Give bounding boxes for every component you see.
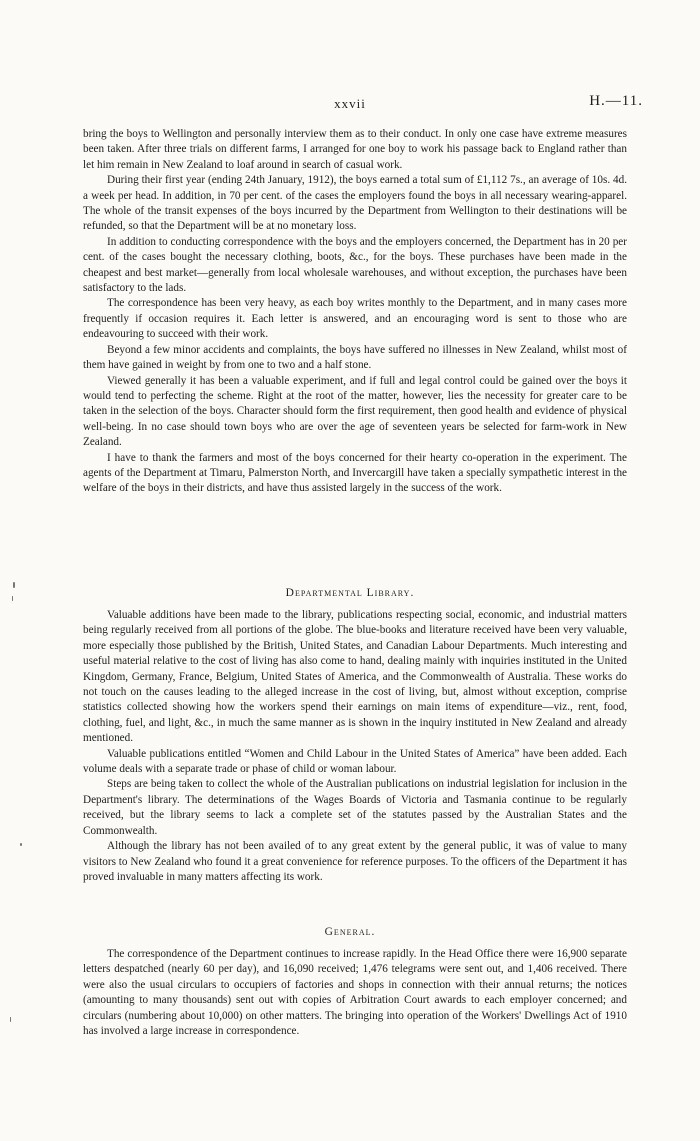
paragraph: I have to thank the farmers and most of the boys concerned for their hearty co-operation in the experiment. The agents of the Department at Timaru, Palmerston North, and Invercargill have taken a specially sympathetic interest in the welfare of the boys in their districts, and have thus assisted largely in the success of the work. — [83, 451, 627, 495]
scan-speck — [10, 1017, 11, 1022]
library-section-heading: Departmental Library. — [285, 587, 415, 599]
scan-speck — [20, 843, 22, 846]
scan-speck — [13, 582, 15, 588]
paragraph: During their first year (ending 24th January, 1912), the boys earned a total sum of £1,112 7s., an average of 10s. 4d. a week per head. In addition, in 70 per cent. of the cases the employers found the boys in all necessary wearing-apparel. The whole of the transit expenses of the boys incurred by the Department from Wellington to their destinations will be refunded, so that the Department will be at no monetary loss. — [83, 174, 627, 233]
paragraph: The correspondence has been very heavy, as each boy writes monthly to the Department, and in many cases more frequently if occasion requires it. Each letter is answered, and an encouraging word is sent to those who are endeavouring to succeed with their work. — [83, 297, 627, 341]
paragraph: Steps are being taken to collect the whole of the Australian publications on industrial legislation for inclusion in the Department's library. The determinations of the Wages Boards of Victoria and Tasmania continue to be regularly received, but the library seems to lack a complete set of the statutes passed by the Australian States and the Commonwealth. — [83, 778, 627, 837]
paragraph: Valuable publications entitled “Women and Child Labour in the United States of America” have been added. Each volume deals with a separate trade or phase of child or woman labour. — [83, 747, 627, 776]
library-section — [83, 608, 627, 885]
page-number: xxvii — [334, 96, 366, 111]
scan-speck — [12, 596, 13, 601]
paragraph: Although the library has not been availed of to any great extent by the general public, it was of value to many visitors to New Zealand who found it a great convenience for reference purposes. To the officers of the Department it has proved invaluable in many matters affecting its work. — [83, 840, 627, 883]
general-section-heading: General. — [324, 926, 376, 938]
paragraph: Beyond a few minor accidents and complaints, the boys have suffered no illnesses in New Zealand, whilst most of them have gained in weight by from one to two and a half stone. — [83, 343, 627, 372]
paragraph: Valuable additions have been made to the library, publications respecting social, economic, and industrial matters being regularly received from all portions of the globe. The blue-books and literature received have been very valuable, more especially those published by the British, United States, and Canadian Labour Departments. Much interesting and useful material relative to the cost of living has also come to hand, dealing mainly with inquiries instituted in the United Kingdom, Germany, France, Belgium, United States of America, and the Commonwealth of Australia. These works do not touch on the causes leading to the alleged increase in the cost of living, but, almost without exception, comprise statistics collected showing how the workers spend their earnings on main items of expenditure—viz., rent, food, clothing, fuel, and light, &c., in much the same manner as is shown in the inquiry instituted in New Zealand and already mentioned. — [83, 609, 627, 745]
paragraph: In addition to conducting correspondence with the boys and the employers concerned, the Department has in 20 per cent. of the cases bought the necessary clothing, boots, &c., for the boys. These purchases have been made in the cheapest and best market—generally from local wholesale warehouses, and without exception, the purchases have been satisfactory to the lads. — [83, 235, 627, 295]
general-section — [83, 947, 627, 1039]
paragraph: The correspondence of the Department continues to increase rapidly. In the Head Office there were 16,900 separate letters despatched (nearly 60 per day), and 16,090 received; 1,476 telegrams were sent out, and 1,406 received. There were also the usual circulars to occupiers of factories and shops in connection with their annual returns; the notices (amounting to many thousands) sent out with copies of Arbitration Court awards to each employer concerned; and circulars (numbering about 10,000) on other matters. The bringing into operation of the Workers' Dwellings Act of 1910 has involved a large increase in correspondence. — [83, 948, 627, 1038]
paragraph: bring the boys to Wellington and personally interview them as to their conduct. In only one case have extreme measures been taken. After three trials on different farms, I arranged for one boy to work his passage back to England rather than let him remain in New Zealand to loaf around in search of casual work. — [83, 128, 627, 171]
paragraph: Viewed generally it has been a valuable experiment, and if full and legal control could be gained over the boys it would tend to perfecting the scheme. Right at the root of the matter, however, lies the necessity for greater care to be taken in the selection of the boys. Character should form the first requirement, then good health and evidence of physical well-being. In no case should town boys who are over the age of seventeen years be selected for farm-work in New Zealand. — [83, 374, 627, 449]
document-reference: H.—11. — [589, 93, 643, 109]
boys-scheme-section — [83, 127, 627, 497]
